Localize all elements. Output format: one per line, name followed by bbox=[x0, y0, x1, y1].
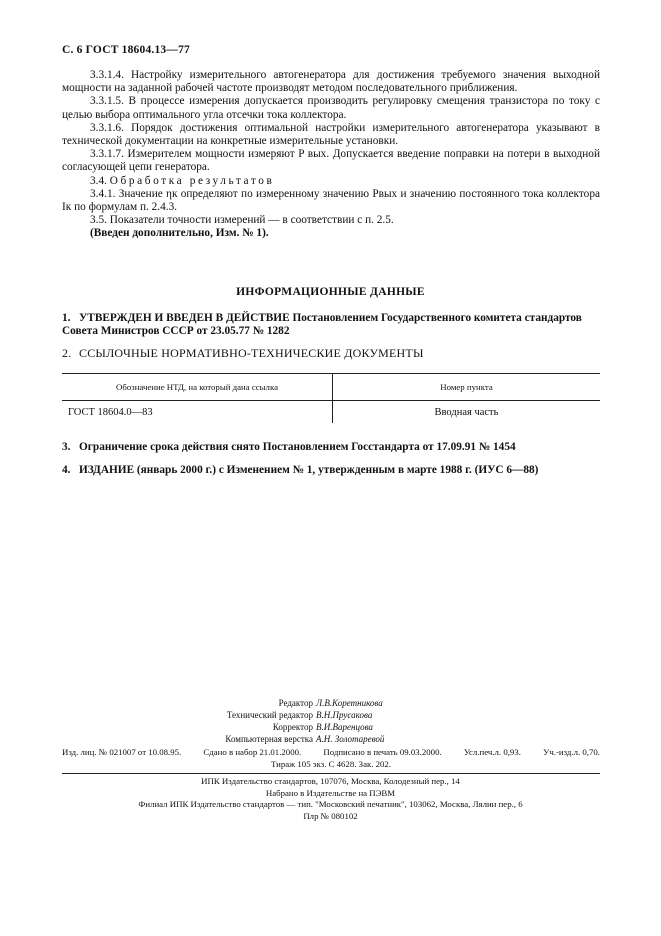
paragraph-3316: 3.3.1.6. Порядок достижения оптимальной настройки измерительного автогенератора указывают в технической документации на конкретные измерительные установки. bbox=[62, 121, 600, 148]
publisher-line: ИПК Издательство стандартов, 107076, Москва, Колодезный пер., 14 bbox=[201, 776, 460, 786]
item-text: УТВЕРЖДЕН И ВВЕДЕН В ДЕЙСТВИЕ Постановлением Государственного комитета стандартов Совета Министров СССР от 23.05.77 № 1282 bbox=[62, 312, 582, 337]
paragraph-3314: 3.3.1.4. Настройку измерительного автогенератора для достижения требуемого значения выходной мощности на заданной рабочей частоте производят методом последовательного приближения. bbox=[62, 69, 600, 95]
section-title: Обработка результатов bbox=[109, 174, 275, 187]
publisher-line: Плр № 080102 bbox=[303, 810, 358, 821]
paragraph-35: 3.5. Показатели точности измерений — в соответствии с п. 2.5. bbox=[90, 214, 394, 227]
item-text: Ограничение срока действия снято Постановлением Госстандарта от 17.09.91 № 1454 bbox=[79, 441, 516, 453]
credit-name: Л.В.Коретникова bbox=[316, 698, 383, 708]
print-details-line-1 bbox=[62, 747, 600, 759]
credit-role: Корректор bbox=[272, 722, 313, 732]
info-data-title: ИНФОРМАЦИОННЫЕ ДАННЫЕ bbox=[236, 286, 425, 298]
sent-info: Сдано в набор 21.01.2000. bbox=[203, 747, 302, 757]
item-number: 1. bbox=[62, 312, 71, 324]
item-number: 3. bbox=[62, 441, 71, 453]
section-number: 3.4. bbox=[90, 174, 107, 187]
credit-role: Компьютерная верстка bbox=[225, 734, 313, 744]
publisher-line: Набрано в Издательстве на ПЭВМ bbox=[265, 787, 396, 798]
print-run-info: Тираж 105 экз. С 4628. Зак. 202. bbox=[270, 758, 392, 769]
info-item-1 bbox=[62, 312, 600, 338]
item-number: 2. bbox=[62, 346, 72, 360]
pub-sheets-info: Уч.-изд.л. 0,70. bbox=[543, 747, 600, 757]
divider bbox=[62, 773, 600, 774]
license-info: Изд. лиц. № 021007 от 10.08.95. bbox=[62, 747, 182, 757]
reference-table bbox=[62, 373, 600, 423]
credit-name: А.Н. Золотаревой bbox=[316, 734, 385, 744]
table-header-clause: Номер пункта bbox=[333, 374, 601, 401]
amendment-note: (Введен дополнительно, Изм. № 1). bbox=[90, 227, 269, 240]
item-number: 4. bbox=[62, 464, 71, 476]
page-header: С. 6 ГОСТ 18604.13—77 bbox=[62, 44, 190, 56]
credit-role: Редактор bbox=[278, 698, 313, 708]
publisher-line: Филиал ИПК Издательство стандартов — тип. "Московский печатник", 103062, Москва, Лялин пер., 6 bbox=[138, 799, 523, 809]
table-header-ntd: Обозначение НТД, на который дана ссылка bbox=[62, 374, 333, 401]
paragraph-34 bbox=[62, 175, 600, 188]
print-details bbox=[62, 747, 600, 770]
body-text bbox=[62, 69, 600, 241]
signed-info: Подписано в печать 09.03.2000. bbox=[323, 747, 442, 757]
paragraph-3315: 3.3.1.5. В процессе измерения допускается производить регулировку смещения транзистора по току с целью выбора оптимального угла отсечки тока коллектора. bbox=[62, 95, 600, 121]
table-header-row bbox=[62, 374, 600, 401]
sheets-info: Усл.печ.л. 0,93. bbox=[463, 747, 521, 757]
table-row bbox=[62, 401, 600, 424]
paragraph-3317: 3.3.1.7. Измерителем мощности измеряют P вых. Допускается введение поправки на потери в выходной согласующей цепи генератора. bbox=[62, 148, 600, 174]
item-text: ИЗДАНИЕ (январь 2000 г.) с Изменением № 1, утвержденным в марте 1988 г. (ИУС 6—88) bbox=[79, 464, 539, 476]
credit-role: Технический редактор bbox=[226, 710, 313, 720]
info-item-2 bbox=[62, 347, 600, 360]
paragraph-341: 3.4.1. Значение ηк определяют по измеренному значению Pвых и значению постоянного тока коллектора Iк по формулам п. 2.4.3. bbox=[62, 187, 600, 214]
info-item-4 bbox=[62, 464, 600, 477]
table-cell-doc: ГОСТ 18604.0—83 bbox=[68, 406, 153, 418]
credit-name: В.Н.Прусакова bbox=[316, 710, 373, 720]
credit-name: В.И.Варенцова bbox=[316, 722, 373, 732]
item-text: ССЫЛОЧНЫЕ НОРМАТИВНО-ТЕХНИЧЕСКИЕ ДОКУМЕНТЫ bbox=[79, 346, 424, 360]
info-item-3 bbox=[62, 441, 600, 454]
table-cell-clause: Вводная часть bbox=[333, 401, 601, 424]
publisher-block bbox=[0, 776, 661, 822]
